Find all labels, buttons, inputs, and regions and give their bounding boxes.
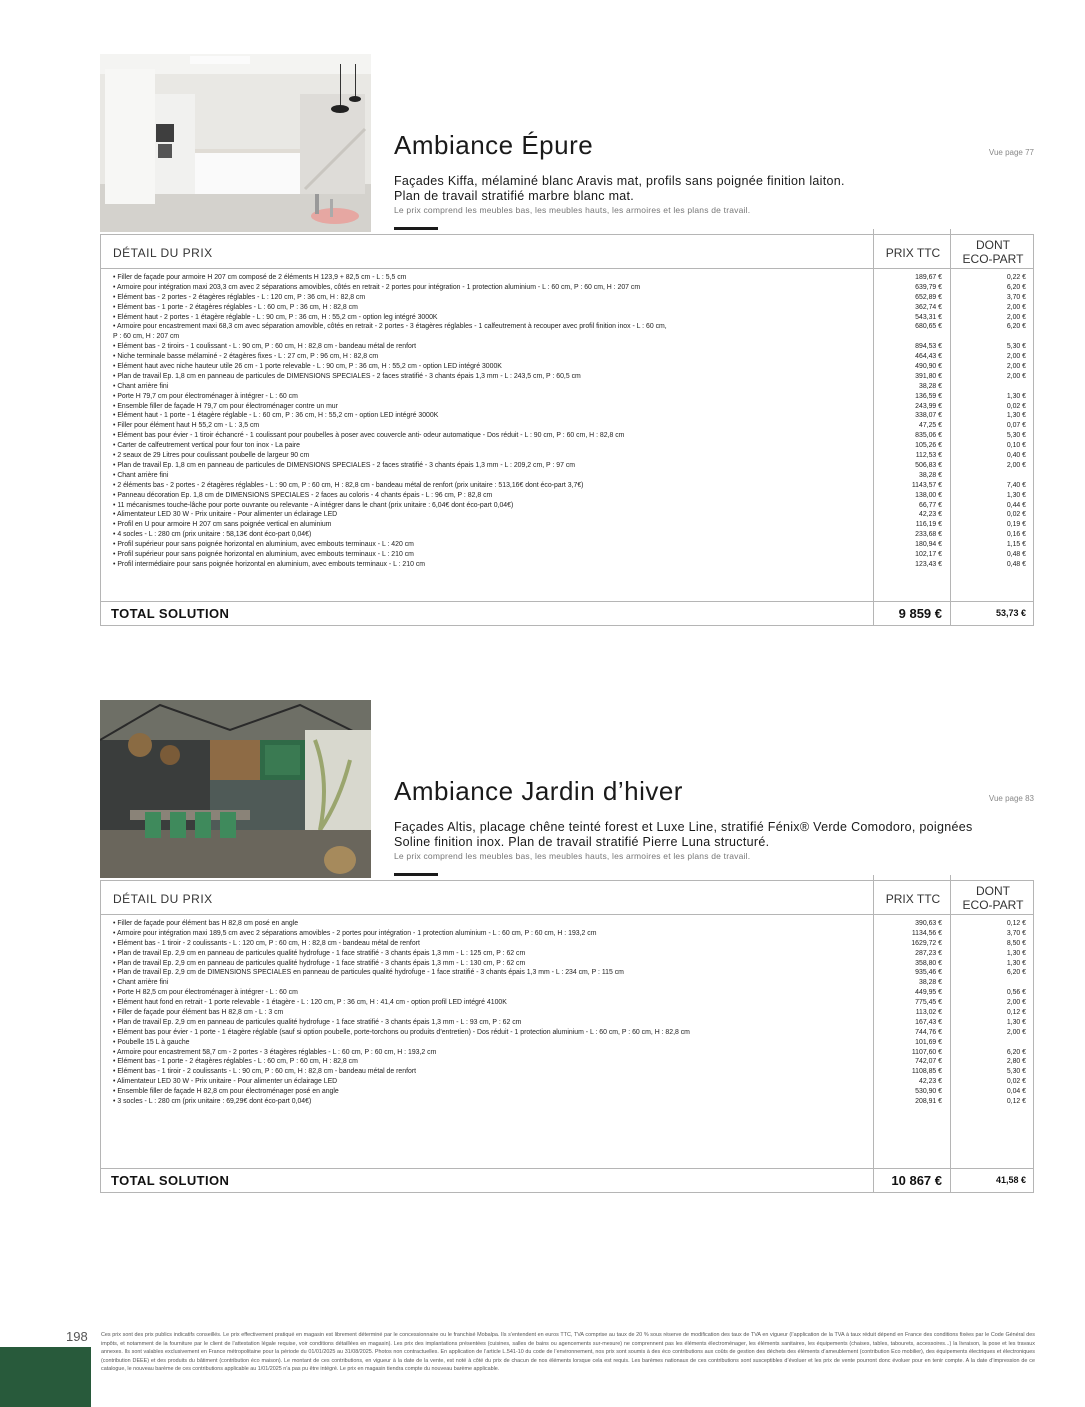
item-eco-part: 5,30 € <box>1006 432 1026 440</box>
item-price: 358,80 € <box>915 959 942 967</box>
item-eco-part: 5,30 € <box>1006 1068 1026 1076</box>
price-table <box>100 880 1034 1193</box>
item-eco-part: 1,30 € <box>1006 491 1026 499</box>
item-description: • Filler de façade pour élément bas H 82,8 cm - L : 3 cm <box>113 1009 284 1017</box>
section-title: Ambiance Jardin d’hiver <box>394 776 683 806</box>
item-price: 362,74 € <box>915 303 942 311</box>
total-price: 9 859 € <box>898 606 942 621</box>
item-price: 390,63 € <box>915 920 942 927</box>
item-eco-parts <box>950 273 1034 570</box>
item-price: 38,28 € <box>919 979 942 987</box>
item-description: • Ensemble filler de façade H 82,8 cm pour électroménager posé en angle <box>113 1088 339 1096</box>
item-eco-part: 0,04 € <box>1006 1088 1026 1096</box>
item-eco-part: 0,10 € <box>1006 442 1026 450</box>
item-price: 742,07 € <box>915 1058 942 1066</box>
item-eco-part: 1,30 € <box>1006 1018 1026 1026</box>
item-description: • Filler pour élément haut H 55,2 cm - L : 3,5 cm <box>113 422 260 430</box>
item-price: 38,28 € <box>919 382 942 390</box>
kitchen-photo-jardin-hiver <box>100 700 371 878</box>
item-description: • Chant arrière fini <box>113 471 169 479</box>
item-description: • Elément bas - 2 tiroirs - 1 coulissant - L : 90 cm, P : 60 cm, H : 82,8 cm - bandeau métal de renfort <box>113 343 417 351</box>
item-description: • Porte H 79,7 cm pour électroménager à intégrer - L : 60 cm <box>113 392 298 400</box>
item-description: • Alimentateur LED 30 W - Prix unitaire - Pour alimenter un éclairage LED <box>113 511 338 519</box>
total-eco-part: 53,73 € <box>995 608 1026 618</box>
header-eco-part: DONT ECO-PART <box>962 238 1024 266</box>
item-eco-part: 2,00 € <box>1006 303 1026 311</box>
column-divider <box>873 875 874 914</box>
price-table-body <box>101 269 1033 601</box>
item-eco-part: 6,20 € <box>1006 969 1026 977</box>
item-description: • Elément haut - 1 porte - 1 étagère réglable - L : 60 cm, P : 36 cm, H : 55,2 cm - option LED intégré 3000K <box>113 412 439 420</box>
item-eco-part <box>950 382 1034 392</box>
item-price: 543,31 € <box>915 313 942 321</box>
item-eco-part: 1,30 € <box>1006 412 1026 420</box>
item-description: • Chant arrière fini <box>113 382 169 390</box>
item-price: 894,53 € <box>915 343 942 351</box>
item-description: • Elément bas - 2 portes - 2 étagères réglables - L : 120 cm, P : 36 cm, H : 82,8 cm <box>113 293 366 301</box>
item-description: • 2 éléments bas - 2 portes - 2 étagères réglables - L : 90 cm, P : 60 cm, H : 82,8 cm - bandeau métal de renfort (prix unitaire : 513,16€ dont éco-part 3,7€) <box>113 481 584 489</box>
total-label: TOTAL SOLUTION <box>111 1173 230 1188</box>
item-price: 935,46 € <box>915 969 942 977</box>
item-price: 506,83 € <box>915 461 942 469</box>
item-description: • Filler de façade pour armoire H 207 cm composé de 2 éléments H 123,9 + 82,5 cm - L : 5,5 cm <box>113 274 407 281</box>
item-eco-part: 2,00 € <box>1006 313 1026 321</box>
item-price: 116,19 € <box>915 521 942 529</box>
item-eco-parts <box>950 919 1034 1107</box>
item-eco-part: 0,16 € <box>1006 531 1026 539</box>
item-description: • Elément bas - 1 porte - 2 étagères réglables - L : 60 cm, P : 36 cm, H : 82,8 cm <box>113 303 358 311</box>
section-description-text: Façades Kiffa, mélaminé blanc Aravis mat, profils sans poignée finition laiton. Plan de travail stratifié marbre blanc mat. <box>394 174 845 203</box>
item-price: 138,00 € <box>915 491 942 499</box>
header-eco-part: DONT ECO-PART <box>962 884 1024 912</box>
item-eco-part <box>950 471 1034 481</box>
item-eco-part: 0,48 € <box>1006 550 1026 558</box>
brand-color-bar <box>0 1347 91 1407</box>
item-description: • 2 seaux de 29 Litres pour coulissant poubelle de largeur 90 cm <box>113 452 310 460</box>
item-description: • 3 socles - L : 280 cm (prix unitaire : 69,29€ dont éco-part 0,04€) <box>113 1098 312 1106</box>
item-price: 652,89 € <box>915 293 942 301</box>
item-prices <box>873 919 950 1107</box>
item-description: • Armoire pour encastrement maxi 68,3 cm avec séparation amovible, côtés en retrait - 2 portes - 3 étagères réglables - 1 calfeutrement à recouper avec profil finition inox - L : 60 cm, P : 60 cm, H : 207 cm <box>113 323 667 341</box>
total-label: TOTAL SOLUTION <box>111 606 230 621</box>
item-price: 167,43 € <box>915 1018 942 1026</box>
item-eco-part: 1,30 € <box>1006 949 1026 957</box>
item-description: • Elément bas - 1 tiroir - 2 coulissants - L : 120 cm, P : 60 cm, H : 82,8 cm - bandeau métal de renfort <box>113 939 420 947</box>
item-price: 1134,56 € <box>911 929 942 937</box>
item-price: 42,23 € <box>919 511 942 519</box>
legal-disclaimer: Ces prix sont des prix publics indicatifs conseillés. Le prix effectivement pratiqué en magasin est librement déterminé par le concessionnaire ou le franchisé Mobalpa. Ils s’entendent en euros TTC, TVA comprise au taux de 20 % sous réserve de modification des taux de TVA en vigueur (l’application de la TVA à taux réduit dépend en France des conditions fixées par le Code Général des impôts, et notamment de la fourniture par le client de l’attestation légale requise, voir conditions détaillées en magasin). Les prix des implantations présentées (cuisines, salles de bains ou agencements sur-mesure) ne comprennent pas les éléments électroménager, les éléments sanitaires, les équipements (chaises, tables, tabourets, accessoires...) la livraison, la pose et les travaux annexes. Ils sont valables exclusivement en France métropolitaine pour la période du 01/01/2025 au 31/08/2025. Photos non contractuelles. En application de l’article L.541-10 du code de l’environnement, nos prix sont soumis à des éco contributions aux coûts de gestion des déchets des éléments d’ameublement (contribution Eco mobilier), des équipements électriques et électroniques (contribution DEEE) et des produits du bâtiment (contribution éco maison). Le montant de ces contributions, en vigueur à la date de la vente, est noté à côté du prix de chacun de nos éléments lorsque cela est requis. Les barèmes nationaux de ces contributions sont susceptibles d’évoluer et les prix de vente pourront donc évoluer pour en tenir compte. A la date d’impression de ce catalogue, le nouveau barème de ces contributions applicable au 1/01/2025 n’a pas pu être intégré. Le prix en magasin tiendra compte du nouveau barème applicable. <box>101 1332 1035 1373</box>
item-description: • Armoire pour intégration maxi 189,5 cm avec 2 séparations amovibles - 2 portes pour intégration - 1 protection aluminium - L : 60 cm, P : 60 cm, H : 193,2 cm <box>113 929 597 937</box>
item-description: • Profil supérieur pour sans poignée horizontal en aluminium, avec embouts terminaux - L : 420 cm <box>113 541 414 549</box>
item-eco-part: 0,48 € <box>1006 560 1026 568</box>
item-description: • Elément bas - 1 porte - 2 étagères réglables - L : 60 cm, P : 60 cm, H : 82,8 cm <box>113 1058 358 1066</box>
item-eco-part: 6,20 € <box>1006 283 1026 291</box>
item-eco-part: 1,30 € <box>1006 959 1026 967</box>
item-description: • Elément haut avec niche hauteur utile 26 cm - 1 porte relevable - L : 90 cm, P : 36 cm, H : 55,2 cm - option LED intégré 3000K <box>113 363 502 371</box>
item-description: • Chant arrière fini <box>113 979 169 987</box>
item-price: 101,69 € <box>915 1038 942 1046</box>
item-price: 1108,85 € <box>911 1068 942 1076</box>
column-divider <box>873 229 874 268</box>
item-description: • Plan de travail Ep. 1,8 cm en panneau de particules de DIMENSIONS SPECIALES - 2 faces stratifié - 3 chants épais 1,3 mm - L : 209,2 cm, P : 97 cm <box>113 461 576 469</box>
header-detail: DÉTAIL DU PRIX <box>113 892 213 906</box>
item-description: • Elément haut fond en retrait - 1 porte relevable - 1 étagère - L : 120 cm, P : 36 cm, H : 41,4 cm - option profil LED intégré 4100K <box>113 999 507 1007</box>
item-price: 233,68 € <box>915 531 942 539</box>
item-price: 464,43 € <box>915 353 942 361</box>
item-description: • Armoire pour encastrement 58,7 cm - 2 portes - 3 étagères réglables - L : 60 cm, P : 60 cm, H : 193,2 cm <box>113 1048 437 1056</box>
item-price: 449,95 € <box>915 989 942 997</box>
item-price: 391,80 € <box>915 372 942 380</box>
item-price: 66,77 € <box>919 501 942 509</box>
item-eco-part: 2,00 € <box>1006 999 1026 1007</box>
item-price: 102,17 € <box>915 550 942 558</box>
item-description: • Elément bas pour évier - 1 tiroir échancré - 1 coulissant pour poubelles à poser avec couvercle anti- odeur automatique - Dos réduit - L : 90 cm, P : 60 cm, H : 82,8 cm <box>113 432 625 440</box>
item-eco-part: 7,40 € <box>1006 481 1026 489</box>
item-eco-part: 0,02 € <box>1006 402 1026 410</box>
item-description: • Poubelle 15 L à gauche <box>113 1038 190 1046</box>
item-eco-part: 0,19 € <box>1006 521 1026 529</box>
item-price: 744,76 € <box>915 1028 942 1036</box>
item-eco-part: 1,30 € <box>1006 392 1026 400</box>
item-eco-part: 5,30 € <box>1006 343 1026 351</box>
item-description: • Elément bas pour évier - 1 porte - 1 étagère réglable (sauf si option poubelle, porte-torchons ou produits d’entretien) - Dos réduit - 1 protection aluminium - L : 60 cm, P : 60 cm, H : 82,8 cm <box>113 1028 690 1036</box>
item-eco-part: 0,56 € <box>1006 989 1026 997</box>
item-eco-part: 0,44 € <box>1006 501 1026 509</box>
item-price: 490,90 € <box>915 363 942 371</box>
item-price: 1107,60 € <box>911 1048 942 1056</box>
section-title: Ambiance Épure <box>394 130 594 160</box>
item-description: • Plan de travail Ep. 1,8 cm en panneau de particules de DIMENSIONS SPECIALES - 2 faces stratifié - 3 chants épais 1,3 mm - L : 243,5 cm, P : 60,5 cm <box>113 372 581 380</box>
kitchen-photo-epure <box>100 54 371 232</box>
item-description: • Plan de travail Ep. 2,9 cm en panneau de particules qualité hydrofuge - 1 face stratifié - 3 chants épais 1,3 mm - L : 130 cm, P : 62 cm <box>113 959 526 967</box>
item-eco-part: 0,02 € <box>1006 511 1026 519</box>
price-table-body <box>101 915 1033 1168</box>
item-description: • Filler de façade pour élément bas H 82,8 cm posé en angle <box>113 920 299 927</box>
item-price: 189,67 € <box>915 274 942 281</box>
item-price: 112,53 € <box>915 452 942 460</box>
item-descriptions <box>113 273 863 570</box>
price-table-header <box>101 881 1033 915</box>
item-prices <box>873 273 950 570</box>
item-description: • Plan de travail Ep. 2,9 cm en panneau de particules qualité hydrofuge - 1 face stratifié - 3 chants épais 1,3 mm - L : 93 cm, P : 62 cm <box>113 1018 522 1026</box>
item-price: 105,26 € <box>915 442 942 450</box>
item-price: 180,94 € <box>915 541 942 549</box>
item-description: • Porte H 82,5 cm pour électroménager à intégrer - L : 60 cm <box>113 989 298 997</box>
section-description-text: Façades Altis, placage chêne teinté forest et Luxe Line, stratifié Fénix® Verde Comodoro, poignées Soline finition inox. Plan de travail stratifié Pierre Luna structuré. <box>394 820 973 849</box>
vue-page-reference[interactable]: Vue page 83 <box>988 794 1034 803</box>
total-row <box>101 1168 1033 1192</box>
page-number: 198 <box>66 1329 88 1344</box>
item-description: • Carter de calfeutrement vertical pour four ton inox - La paire <box>113 442 301 450</box>
item-eco-part: 0,22 € <box>1006 274 1026 281</box>
accent-rule <box>394 873 438 876</box>
price-scope-note: Le prix comprend les meubles bas, les meubles hauts, les armoires et les plans de travail. <box>394 205 751 215</box>
item-description: • Profil en U pour armoire H 207 cm sans poignée vertical en aluminium <box>113 521 332 529</box>
item-description: • Armoire pour intégration maxi 203,3 cm avec 2 séparations amovibles, côtés en retrait - 2 portes pour intégration - 1 protection aluminium - L : 60 cm, P : 60 cm, H : 207 cm <box>113 283 641 291</box>
item-description: • Plan de travail Ep. 2,9 cm en panneau de particules qualité hydrofuge - 1 face stratifié - 3 chants épais 1,3 mm - L : 125 cm, P : 62 cm <box>113 949 526 957</box>
item-eco-part: 2,00 € <box>1006 461 1026 469</box>
price-table-header <box>101 235 1033 269</box>
item-price: 136,59 € <box>915 392 942 400</box>
item-eco-part <box>950 1038 1034 1048</box>
item-eco-part: 0,12 € <box>1006 920 1026 927</box>
item-eco-part: 1,15 € <box>1006 541 1026 549</box>
section-description <box>394 820 1034 849</box>
item-eco-part: 0,07 € <box>1006 422 1026 430</box>
item-descriptions <box>113 919 863 1107</box>
item-price: 530,90 € <box>915 1088 942 1096</box>
total-price: 10 867 € <box>891 1173 942 1188</box>
item-price: 1629,72 € <box>911 939 942 947</box>
item-description: • Ensemble filler de façade H 79,7 cm pour électroménager contre un mur <box>113 402 338 410</box>
item-description: • Elément bas - 1 tiroir - 2 coulissants - L : 90 cm, P : 60 cm, H : 82,8 cm - bandeau métal de renfort <box>113 1068 417 1076</box>
item-eco-part: 2,00 € <box>1006 363 1026 371</box>
item-description: • Panneau décoration Ep. 1,8 cm de DIMENSIONS SPECIALES - 2 faces au coloris - 4 chants épais - L : 96 cm, P : 82,8 cm <box>113 491 493 499</box>
item-description: • Alimentateur LED 30 W - Prix unitaire - Pour alimenter un éclairage LED <box>113 1078 338 1086</box>
item-price: 123,43 € <box>915 560 942 568</box>
item-eco-part: 2,00 € <box>1006 372 1026 380</box>
item-description: • 4 socles - L : 280 cm (prix unitaire : 58,13€ dont éco-part 0,04€) <box>113 531 312 539</box>
item-price: 47,25 € <box>919 422 942 430</box>
item-price: 1143,57 € <box>911 481 942 489</box>
item-price: 680,65 € <box>915 323 942 331</box>
header-prix-ttc: PRIX TTC <box>885 892 941 906</box>
item-eco-part: 3,70 € <box>1006 929 1026 937</box>
item-eco-part: 2,80 € <box>1006 1058 1026 1066</box>
header-detail: DÉTAIL DU PRIX <box>113 246 213 260</box>
price-table <box>100 234 1034 626</box>
item-description: • Profil intermédiaire pour sans poignée horizontal en aluminium, avec embouts terminaux - L : 210 cm <box>113 560 426 568</box>
accent-rule <box>394 227 438 230</box>
item-eco-part: 0,12 € <box>1006 1098 1026 1106</box>
vue-page-reference[interactable]: Vue page 77 <box>988 148 1034 157</box>
item-description: • Elément haut - 2 portes - 1 étagère réglable - L : 90 cm, P : 36 cm, H : 55,2 cm - option leg intégré 3000K <box>113 313 438 321</box>
item-price: 639,79 € <box>915 283 942 291</box>
item-eco-part: 0,40 € <box>1006 452 1026 460</box>
item-eco-part: 2,00 € <box>1006 353 1026 361</box>
total-eco-part: 41,58 € <box>995 1175 1026 1185</box>
item-price: 338,07 € <box>915 412 942 420</box>
section-description <box>394 174 1034 203</box>
item-eco-part <box>950 978 1034 988</box>
item-price: 208,91 € <box>915 1098 942 1106</box>
item-description: • Plan de travail Ep. 2,9 cm de DIMENSIONS SPECIALES en panneau de particules qualité hydrofuge - 1 face stratifié - 3 chants épais 1,3 mm - L : 234 cm, P : 115 cm <box>113 969 624 977</box>
price-scope-note: Le prix comprend les meubles bas, les meubles hauts, les armoires et les plans de travail. <box>394 851 751 861</box>
item-price: 113,02 € <box>915 1009 942 1017</box>
item-eco-part: 8,50 € <box>1006 939 1026 947</box>
total-row <box>101 601 1033 625</box>
item-eco-part: 2,00 € <box>1006 1028 1026 1036</box>
item-description: • Niche terminale basse mélaminé - 2 étagères fixes - L : 27 cm, P : 96 cm, H : 82,8 cm <box>113 353 379 361</box>
item-description: • Profil supérieur pour sans poignée horizontal en aluminium, avec embouts terminaux - L : 210 cm <box>113 550 414 558</box>
item-eco-part: 6,20 € <box>1006 1048 1026 1056</box>
item-price: 38,28 € <box>919 471 942 479</box>
item-price: 775,45 € <box>915 999 942 1007</box>
header-prix-ttc: PRIX TTC <box>885 246 941 260</box>
item-eco-part: 6,20 € <box>1006 323 1026 331</box>
item-description: • 11 mécanismes touche-lâche pour porte ouvrante ou relevante - A intégrer dans le chant (prix unitaire : 6,04€ dont éco-part 0,04€) <box>113 501 514 509</box>
item-eco-part: 0,02 € <box>1006 1078 1026 1086</box>
item-eco-part: 0,12 € <box>1006 1009 1026 1017</box>
item-price: 835,06 € <box>915 432 942 440</box>
item-price: 243,99 € <box>915 402 942 410</box>
item-price: 287,23 € <box>915 949 942 957</box>
item-eco-part: 3,70 € <box>1006 293 1026 301</box>
item-price: 42,23 € <box>919 1078 942 1086</box>
